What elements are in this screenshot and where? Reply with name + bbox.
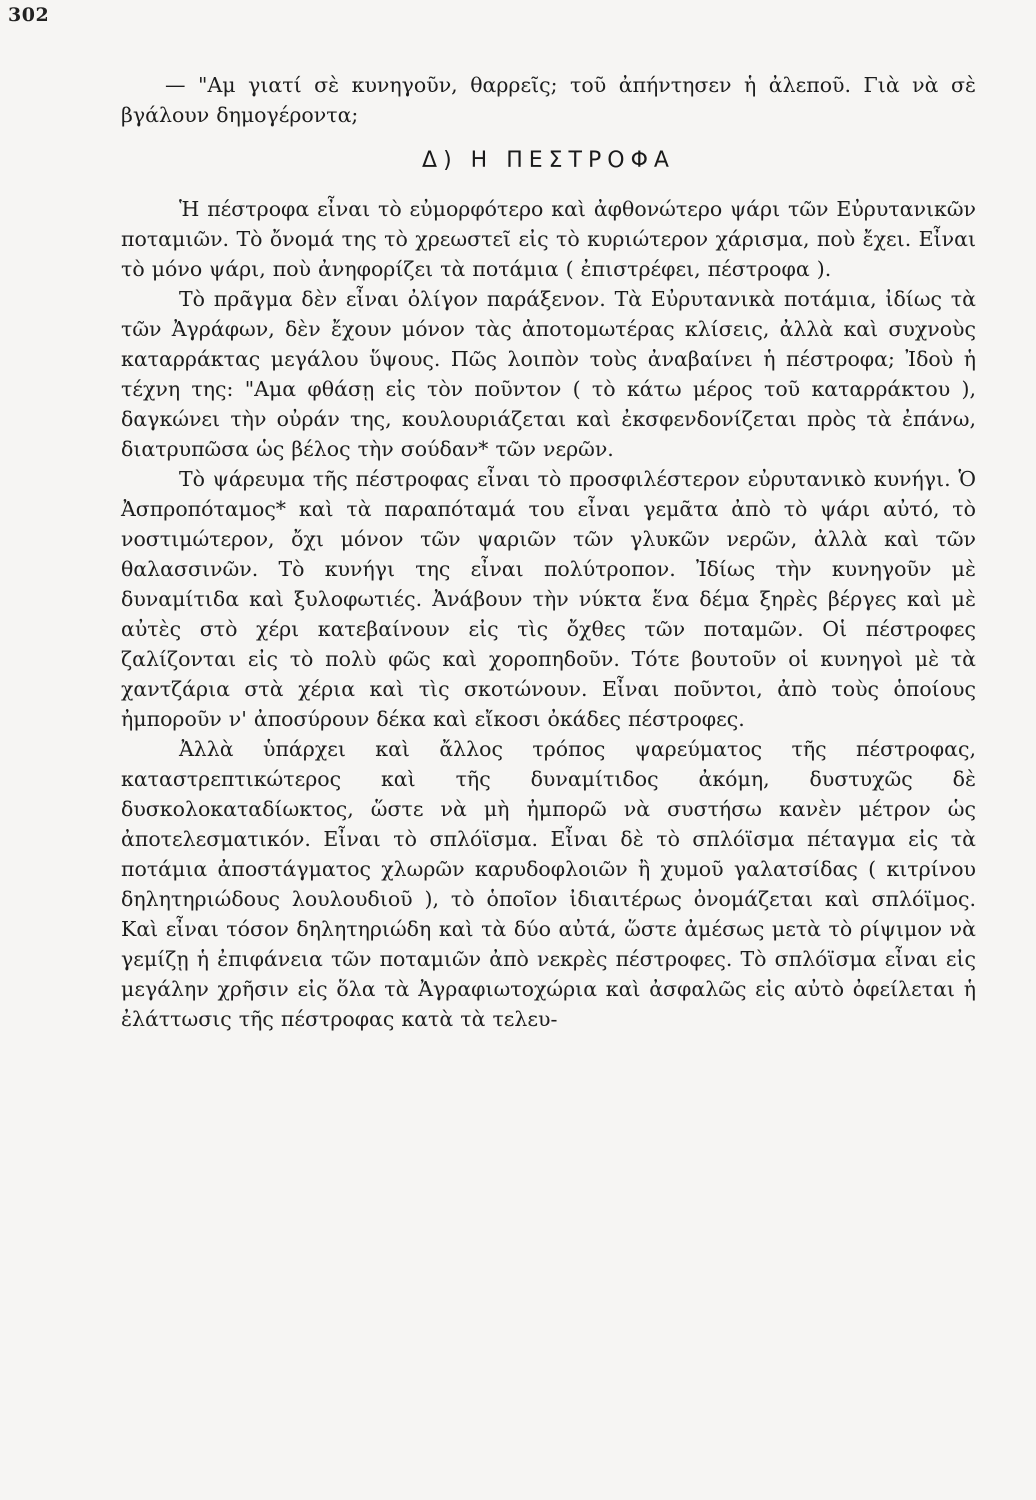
text-body xyxy=(121,70,976,1034)
paragraph-3: Τὸ ψάρευμα τῆς πέστροφας εἶναι τὸ προσφιλέστερον εὐρυτανικὸ κυνήγι. Ὁ Ἀσπροπόταμος* καὶ τὰ παραπόταμά του εἶναι γεμᾶτα ἀπὸ τὸ ψάρι αὐτό, τὸ νοστιμώτερον, ὄχι μόνον τῶν ψαριῶν τῶν γλυκῶν νερῶν, ἀλλὰ καὶ τῶν θαλασσινῶν. Τὸ κυνήγι της εἶναι πολύτροπον. Ἰδίως τὴν κυνηγοῦν μὲ δυναμίτιδα καὶ ξυλοφωτιές. Ἀνάβουν τὴν νύκτα ἕνα δέμα ξηρὲς βέργες καὶ μὲ αὐτὲς στὸ χέρι κατεβαίνουν εἰς τὶς ὄχθες τῶν ποταμῶν. Οἱ πέστροφες ζαλίζονται εἰς τὸ πολὺ φῶς καὶ χοροπηδοῦν. Τότε βουτοῦν οἱ κυνηγοὶ μὲ τὰ χαντζάρια στὰ χέρια καὶ τὶς σκοτώνουν. Εἶναι ποῦντοι, ἀπὸ τοὺς ὁποίους ἠμποροῦν ν' ἀποσύρουν δέκα καὶ εἴκοσι ὀκάδες πέστροφες. xyxy=(121,467,976,731)
section-heading: Δ) Η ΠΕΣΤΡΟΦΑ xyxy=(422,148,675,173)
paragraph-4: Ἀλλὰ ὑπάρχει καὶ ἄλλος τρόπος ψαρεύματος τῆς πέστροφας, καταστρεπτικώτερος καὶ τῆς δυναμίτιδος ἀκόμη, δυστυχῶς δὲ δυσκολοκαταδίωκτος, ὥστε νὰ μὴ ἠμπορῶ νὰ συστήσω κανὲν μέτρον ὡς ἀποτελεσματικόν. Εἶναι τὸ σπλόϊσμα. Εἶναι δὲ τὸ σπλόϊσμα πέταγμα εἰς τὰ ποτάμια ἀποστάγματος χλωρῶν καρυδοφλοιῶν ἢ χυμοῦ γαλατσίδας ( κιτρίνου δηλητηριώδους λουλουδιοῦ ), τὸ ὁποῖον ἰδιαιτέρως ὀνομάζεται καὶ σπλόϊμος. Καὶ εἶναι τόσον δηλητηριώδη καὶ τὰ δύο αὐτά, ὥστε ἀμέσως μετὰ τὸ ρίψιμον νὰ γεμίζῃ ἡ ἐπιφάνεια τῶν ποταμιῶν ἀπὸ νεκρὲς πέστροφες. Τὸ σπλόϊσμα εἶναι εἰς μεγάλην χρῆσιν εἰς ὅλα τὰ Ἀγραφιωτοχώρια καὶ ἀσφαλῶς εἰς αὐτὸ ὀφείλεται ἡ ἐλάττωσις τῆς πέστροφας κατὰ τὰ τελευ- xyxy=(121,737,976,1031)
paragraph-2: Τὸ πρᾶγμα δὲν εἶναι ὀλίγον παράξενον. Τὰ Εὐρυτανικὰ ποτάμια, ἰδίως τὰ τῶν Ἀγράφων, δὲν ἔχουν μόνον τὰς ἀποτομωτέρας κλίσεις, ἀλλὰ καὶ συχνοὺς καταρράκτας μεγάλου ὕψους. Πῶς λοιπὸν τοὺς ἀναβαίνει ἡ πέστροφα; Ἰδοὺ ἡ τέχνη της: "Αμα φθάσῃ εἰς τὸν ποῦντον ( τὸ κάτω μέρος τοῦ καταρράκτου ), δαγκώνει τὴν οὐράν της, κουλουριάζεται καὶ ἐκσφενδονίζεται πρὸς τὰ ἐπάνω, διατρυπῶσα ὡς βέλος τὴν σούδαν* τῶν νερῶν. xyxy=(121,287,976,461)
paragraph-1: Ἡ πέστροφα εἶναι τὸ εὐμορφότερο καὶ ἀφθονώτερο ψάρι τῶν Εὐρυτανικῶν ποταμιῶν. Τὸ ὄνομά της τὸ χρεωστεῖ εἰς τὸ κυριώτερον χάρισμα, ποὺ ἔχει. Εἶναι τὸ μόνο ψάρι, ποὺ ἀνηφορίζει τὰ ποτάμια ( ἐπιστρέφει, πέστροφα ). xyxy=(121,197,976,281)
page-number: 302 xyxy=(8,4,50,26)
dialogue-paragraph: — "Αμ γιατί σὲ κυνηγοῦν, θαρρεῖς; τοῦ ἀπήντησεν ἡ ἀλεποῦ. Γιὰ νὰ σὲ βγάλουν δημογέροντα; xyxy=(121,73,976,127)
